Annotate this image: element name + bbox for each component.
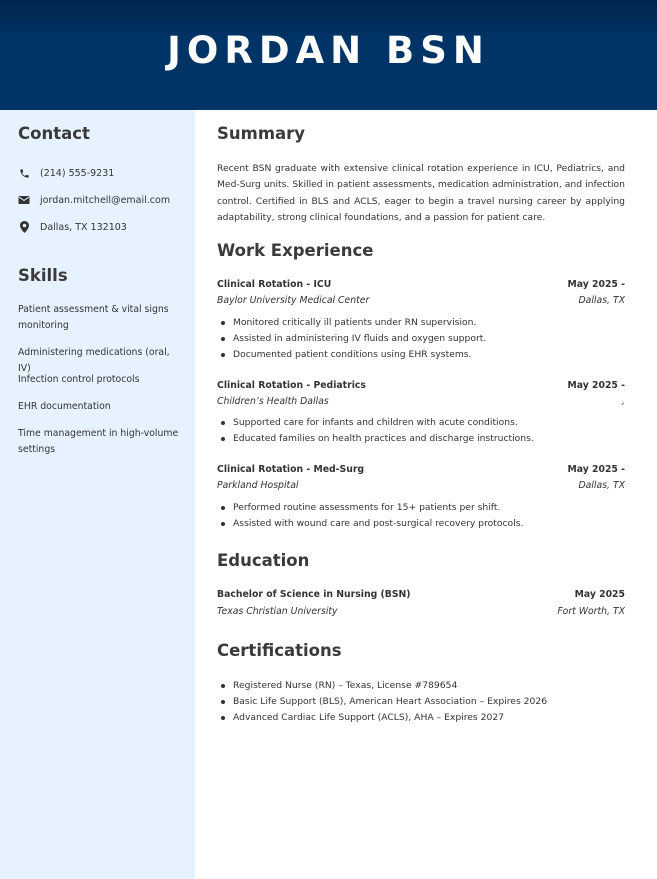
job-bullets (217, 500, 625, 532)
job-location: Dallas, TX (578, 295, 625, 306)
job-date: May 2025 - (567, 380, 625, 391)
job-org-row (217, 295, 625, 306)
resume-header (0, 0, 657, 110)
job-date: May 2025 - (567, 464, 625, 475)
skills-heading: Skills (18, 266, 68, 285)
job-org: Baylor University Medical Center (217, 295, 370, 306)
degree-date: May 2025 (574, 589, 625, 600)
job-bullets (217, 415, 625, 447)
certification-item: Registered Nurse (RN) – Texas, License #789654 (217, 678, 625, 694)
summary-text: Recent BSN graduate with extensive clinical rotation experience in ICU, Pediatrics, and Med-Surg units. Skilled in patient assessments, medication administration, and infection control. Certified in BLS and ACLS, eager to begin a travel nursing career by applying adaptability, strong clinical foundations, and a passion for patient care. (217, 163, 625, 223)
job-title: Clinical Rotation - ICU (217, 279, 332, 290)
education-school-row (217, 606, 625, 617)
job-org: Children’s Health Dallas (217, 396, 329, 407)
degree: Bachelor of Science in Nursing (BSN) (217, 589, 411, 600)
skill-item: Patient assessment & vital signs monitoring (18, 304, 169, 331)
summary-heading: Summary (217, 124, 306, 143)
job-org: Parkland Hospital (217, 480, 299, 491)
job-org-row (217, 396, 625, 407)
certifications-heading: Certifications (217, 641, 342, 660)
certification-item: Advanced Cardiac Life Support (ACLS), AHA – Expires 2027 (217, 710, 625, 726)
location-text: Dallas, TX 132103 (40, 221, 127, 233)
education-degree-row (217, 589, 625, 600)
skill-item: Administering medications (oral, IV) (18, 347, 170, 374)
job-bullets (217, 315, 625, 363)
contact-email (18, 194, 170, 206)
job-title-row (217, 380, 625, 391)
candidate-name: JORDAN BSN (167, 28, 490, 72)
job-title: Clinical Rotation - Pediatrics (217, 380, 366, 391)
job-date: May 2025 - (567, 279, 625, 290)
map-pin-icon (18, 221, 30, 233)
certification-list (217, 678, 625, 726)
job-location: , (622, 396, 625, 407)
job-title-row (217, 279, 625, 290)
contact-phone (18, 167, 114, 179)
job-bullet: Assisted in administering IV fluids and oxygen support. (217, 331, 625, 347)
job-org-row (217, 480, 625, 491)
contact-heading: Contact (18, 124, 90, 143)
skill-item: Infection control protocols (18, 374, 140, 385)
phone-text: (214) 555-9231 (40, 167, 115, 179)
job-location: Dallas, TX (578, 480, 625, 491)
job-title-row (217, 464, 625, 475)
school-location: Fort Worth, TX (557, 606, 625, 617)
job-title: Clinical Rotation - Med-Surg (217, 464, 365, 475)
education-heading: Education (217, 551, 310, 570)
job-bullet: Educated families on health practices and discharge instructions. (217, 431, 625, 447)
job-bullet: Monitored critically ill patients under RN supervision. (217, 315, 625, 331)
certification-item: Basic Life Support (BLS), American Heart Association – Expires 2026 (217, 694, 625, 710)
email-text: jordan.mitchell@email.com (40, 194, 171, 206)
skill-item: Time management in high-volume settings (18, 428, 179, 455)
phone-icon (18, 167, 30, 179)
skill-item: EHR documentation (18, 401, 111, 412)
experience-heading: Work Experience (217, 241, 374, 260)
job-bullet: Documented patient conditions using EHR systems. (217, 347, 625, 363)
job-bullet: Performed routine assessments for 15+ patients per shift. (217, 500, 625, 516)
envelope-icon (18, 194, 30, 206)
contact-location (18, 221, 127, 233)
job-bullet: Supported care for infants and children with acute conditions. (217, 415, 625, 431)
school: Texas Christian University (217, 606, 338, 617)
job-bullet: Assisted with wound care and post-surgical recovery protocols. (217, 516, 625, 532)
